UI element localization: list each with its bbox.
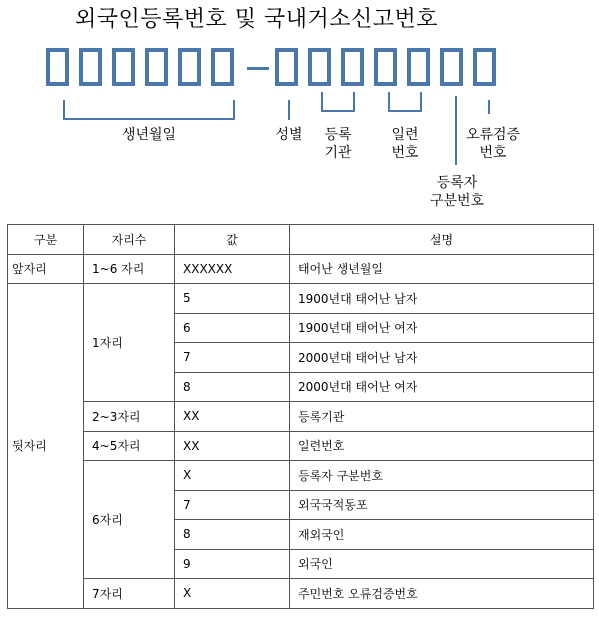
desc-cell: 태어난 생년월일 — [290, 254, 594, 284]
digits-cell: 2~3자리 — [84, 402, 175, 432]
serial-bracket — [388, 110, 422, 112]
digit-box — [79, 48, 102, 86]
value-cell: XX — [175, 431, 290, 461]
digits-cell: 6자리 — [84, 461, 175, 579]
group-cell: 앞자리 — [8, 254, 84, 284]
table-row — [8, 254, 594, 284]
digit-box — [440, 48, 463, 86]
digit-box — [473, 48, 496, 86]
digit-box — [112, 48, 135, 86]
desc-cell: 등록자 구분번호 — [290, 461, 594, 491]
page-title: 외국인등록번호 및 국내거소신고번호 — [75, 7, 439, 32]
value-cell: X — [175, 461, 290, 491]
value-cell: 9 — [175, 549, 290, 579]
digit-box — [308, 48, 331, 86]
value-cell: X — [175, 579, 290, 609]
digit-box — [145, 48, 168, 86]
digits-cell: 4~5자리 — [84, 431, 175, 461]
gender-label: 성별 — [275, 127, 303, 143]
value-cell: XXXXXX — [175, 254, 290, 284]
digit-box — [178, 48, 201, 86]
gender-pointer — [288, 100, 290, 120]
registry-label: 등록 기관 — [324, 127, 352, 161]
table-header-row — [8, 225, 594, 255]
digit-box — [275, 48, 298, 86]
serial-label: 일련 번호 — [391, 127, 419, 161]
digit-box — [341, 48, 364, 86]
birth-label: 생년월일 — [121, 127, 177, 143]
registry-bracket — [321, 110, 355, 112]
birth-bracket — [233, 100, 235, 120]
header-cell: 구분 — [8, 225, 84, 255]
registry-bracket — [321, 92, 323, 112]
header-cell: 설명 — [290, 225, 594, 255]
digit-box — [407, 48, 430, 86]
table-row — [8, 579, 594, 609]
desc-cell: 일련번호 — [290, 431, 594, 461]
checksum-pointer — [488, 100, 490, 114]
table-row — [8, 461, 594, 491]
desc-cell: 1900년대 태어난 여자 — [290, 313, 594, 343]
desc-cell: 외국인 — [290, 549, 594, 579]
hyphen — [247, 67, 269, 70]
value-cell: 7 — [175, 490, 290, 520]
value-cell: 8 — [175, 372, 290, 402]
digit-box — [374, 48, 397, 86]
id-structure-table — [7, 224, 594, 609]
desc-cell: 2000년대 태어난 여자 — [290, 372, 594, 402]
table-row — [8, 431, 594, 461]
serial-bracket — [388, 92, 390, 112]
digits-cell: 7자리 — [84, 579, 175, 609]
group-cell: 뒷자리 — [8, 284, 84, 609]
header-cell: 값 — [175, 225, 290, 255]
header-cell: 자리수 — [84, 225, 175, 255]
checksum-label: 오류검증 번호 — [465, 127, 521, 161]
digit-box — [46, 48, 69, 86]
birth-bracket — [63, 118, 235, 120]
value-cell: 8 — [175, 520, 290, 550]
desc-cell: 2000년대 태어난 남자 — [290, 343, 594, 373]
value-cell: 5 — [175, 284, 290, 314]
desc-cell: 재외국인 — [290, 520, 594, 550]
digits-cell: 1~6 자리 — [84, 254, 175, 284]
value-cell: XX — [175, 402, 290, 432]
desc-cell: 외국국적동포 — [290, 490, 594, 520]
table-row — [8, 402, 594, 432]
value-cell: 7 — [175, 343, 290, 373]
digits-cell: 1자리 — [84, 284, 175, 402]
digit-box — [211, 48, 234, 86]
serial-bracket — [420, 92, 422, 112]
value-cell: 6 — [175, 313, 290, 343]
desc-cell: 1900년대 태어난 남자 — [290, 284, 594, 314]
birth-bracket — [63, 100, 65, 120]
desc-cell: 등록기관 — [290, 402, 594, 432]
table-row — [8, 284, 594, 314]
registry-bracket — [353, 92, 355, 112]
registrant-type-label: 등록자 구분번호 — [429, 175, 485, 209]
desc-cell: 주민번호 오류검증번호 — [290, 579, 594, 609]
